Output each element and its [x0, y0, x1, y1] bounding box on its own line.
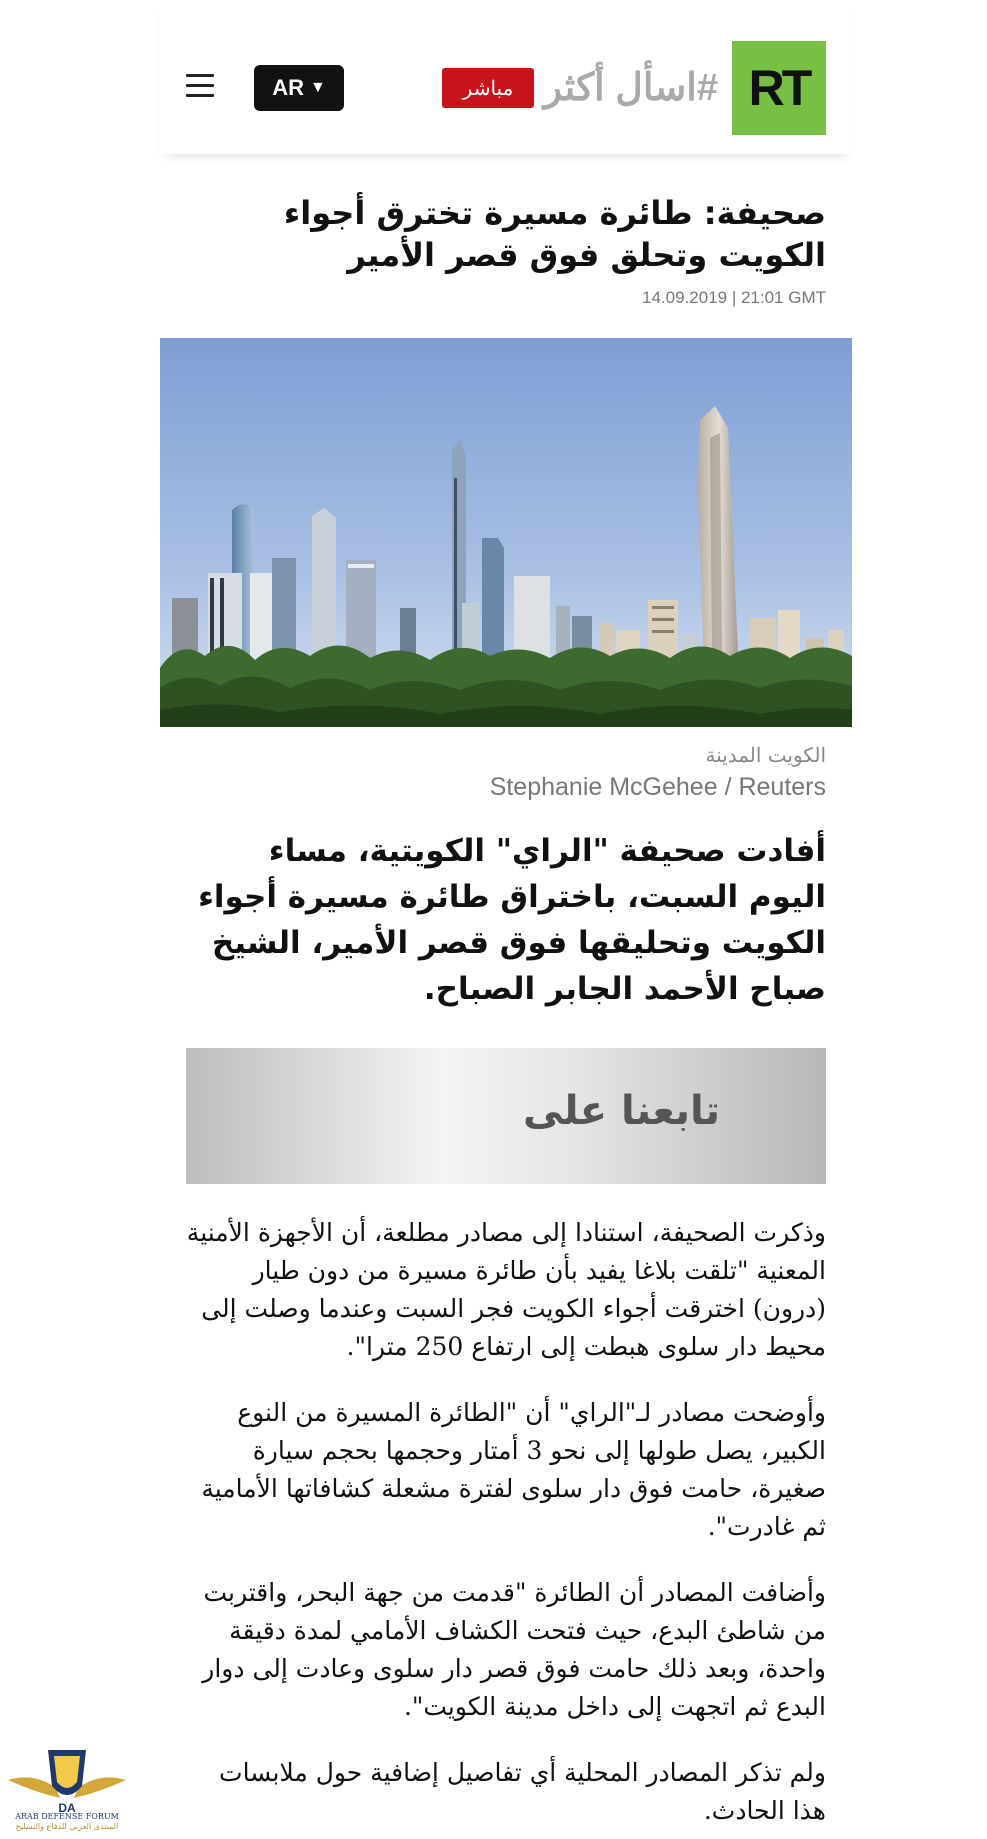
watermark-subtitle: المنتدى العربي للدفاع والتسليح — [15, 1822, 119, 1831]
image-caption — [186, 740, 826, 804]
article-paragraph: ولم تذكر المصادر المحلية أي تفاصيل إضافية حول ملابسات هذا الحادث. — [219, 1758, 826, 1825]
hamburger-menu-icon[interactable] — [186, 74, 214, 100]
article-lead: أفادت صحيفة "الراي" الكويتية، مساء اليوم السبت، باختراق طائرة مسيرة أجواء الكويت وتحليقها فوق قصر الأمير، الشيخ صباح الأحمد الجابر الصباح. — [198, 833, 826, 1007]
rt-logo[interactable] — [732, 41, 826, 135]
language-label: AR — [272, 75, 304, 100]
article-headline: صحيفة: طائرة مسيرة تخترق أجواء الكويت وتحلق فوق قصر الأمير — [283, 194, 826, 274]
live-button[interactable]: مباشر — [442, 68, 534, 108]
follow-us-banner[interactable] — [186, 1048, 826, 1184]
logo-text: RT — [748, 60, 810, 116]
article-hero-image — [160, 338, 852, 727]
language-selector[interactable] — [254, 65, 344, 111]
caret-down-icon: ▼ — [309, 79, 326, 96]
site-header — [160, 0, 852, 154]
image-credit: Stephanie McGehee / Reuters — [489, 773, 826, 801]
article-paragraph: وأضافت المصادر أن الطائرة "قدمت من جهة البحر، واقتربت من شاطئ البدع، حيث فتحت الكشاف الأمامي لمدة دقيقة واحدة، وبعد ذلك حامت فوق قصر دار سلوى وعادت إلى دوار البدع ثم اتجهت إلى داخل مدينة الكويت". — [202, 1578, 826, 1721]
arab-defense-forum-watermark — [4, 1742, 130, 1838]
hashtag-link[interactable]: #اسأل أكثر — [543, 67, 718, 109]
watermark-title: ARAB DEFENSE FORUM — [15, 1812, 119, 1821]
article-timestamp: 14.09.2019 | 21:01 GMT — [642, 288, 826, 307]
article-paragraph: وأوضحت مصادر لـ"الراي" أن "الطائرة المسيرة من النوع الكبير، يصل طولها إلى نحو 3 أمتار وحجمها بحجم سيارة صغيرة، حامت فوق دار سلوى لفترة مشعلة كشافاتها الأمامية ثم غادرت". — [201, 1398, 826, 1541]
svg-text:DA: DA — [58, 1801, 76, 1814]
eagle-shield-icon — [4, 1742, 130, 1814]
article-paragraph: وذكرت الصحيفة، استنادا إلى مصادر مطلعة، أن الأجهزة الأمنية المعنية "تلقت بلاغا يفيد بأن طائرة مسيرة من دون طيار (درون) اخترقت أجواء الكويت فجر السبت وعندما وصلت إلى محيط دار سلوى هبطت إلى ارتفاع 250 مترا". — [186, 1218, 826, 1361]
follow-us-label: تابعنا على — [522, 1088, 720, 1134]
image-caption-place: الكويت المدينة — [705, 743, 826, 767]
